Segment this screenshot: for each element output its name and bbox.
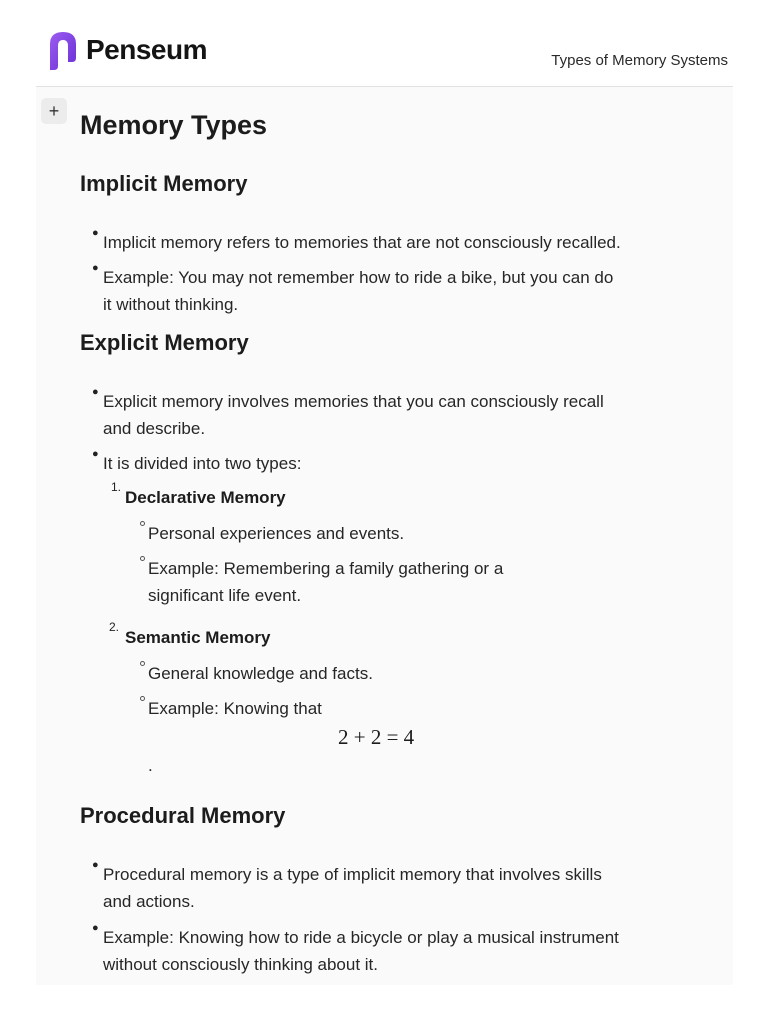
bullet-icon: ●: [92, 262, 99, 274]
hollow-bullet-icon: [140, 661, 145, 666]
list-item: It is divided into two types:: [103, 454, 302, 473]
logo[interactable]: [48, 30, 207, 72]
page-title: Memory Types: [80, 110, 268, 140]
hollow-bullet-icon: [140, 521, 145, 526]
math-equation: 2 + 2 = 4: [338, 725, 415, 749]
bullet-icon: ●: [92, 859, 99, 871]
bullet-icon: ●: [92, 386, 99, 398]
document-content: [36, 87, 733, 985]
list-item: Explicit memory involves memories that you can consciously recall: [103, 392, 604, 411]
list-item: Example: Remembering a family gathering or a: [148, 559, 504, 578]
document-title: Types of Memory Systems: [551, 52, 728, 69]
list-item-continued: significant life event.: [148, 586, 302, 605]
top-bar: [36, 0, 733, 87]
section-heading-implicit: Implicit Memory: [80, 171, 248, 196]
subheading-semantic: Semantic Memory: [125, 628, 271, 647]
bullet-icon: ●: [92, 922, 99, 934]
list-item-continued: without consciously thinking about it.: [103, 955, 378, 974]
section-heading-procedural: Procedural Memory: [80, 803, 286, 828]
list-item: Procedural memory is a type of implicit memory that involves skills: [103, 865, 602, 884]
trailing-period: .: [148, 756, 153, 775]
list-item-continued: and describe.: [103, 419, 206, 438]
hollow-bullet-icon: [140, 696, 145, 701]
hollow-bullet-icon: [140, 556, 145, 561]
subheading-declarative: Declarative Memory: [125, 488, 286, 507]
list-item: General knowledge and facts.: [148, 664, 373, 683]
list-item: Example: Knowing how to ride a bicycle or play a musical instrument: [103, 928, 619, 947]
section-heading-explicit: Explicit Memory: [80, 330, 249, 355]
bullet-icon: ●: [92, 227, 99, 239]
list-number: 1.: [111, 480, 122, 494]
brand-name: Penseum: [86, 34, 207, 65]
add-block-button[interactable]: +: [41, 98, 67, 124]
list-item-continued: and actions.: [103, 892, 195, 911]
list-item-continued: it without thinking.: [103, 295, 239, 314]
list-item: Implicit memory refers to memories that are not consciously recalled.: [103, 233, 621, 252]
list-number: 2.: [109, 620, 120, 634]
penseum-logo-icon: [48, 30, 78, 72]
list-item: Personal experiences and events.: [148, 524, 405, 543]
bullet-icon: ●: [92, 448, 99, 460]
list-item: Example: Knowing that: [148, 699, 322, 718]
list-item: Example: You may not remember how to ride a bike, but you can do: [103, 268, 614, 287]
